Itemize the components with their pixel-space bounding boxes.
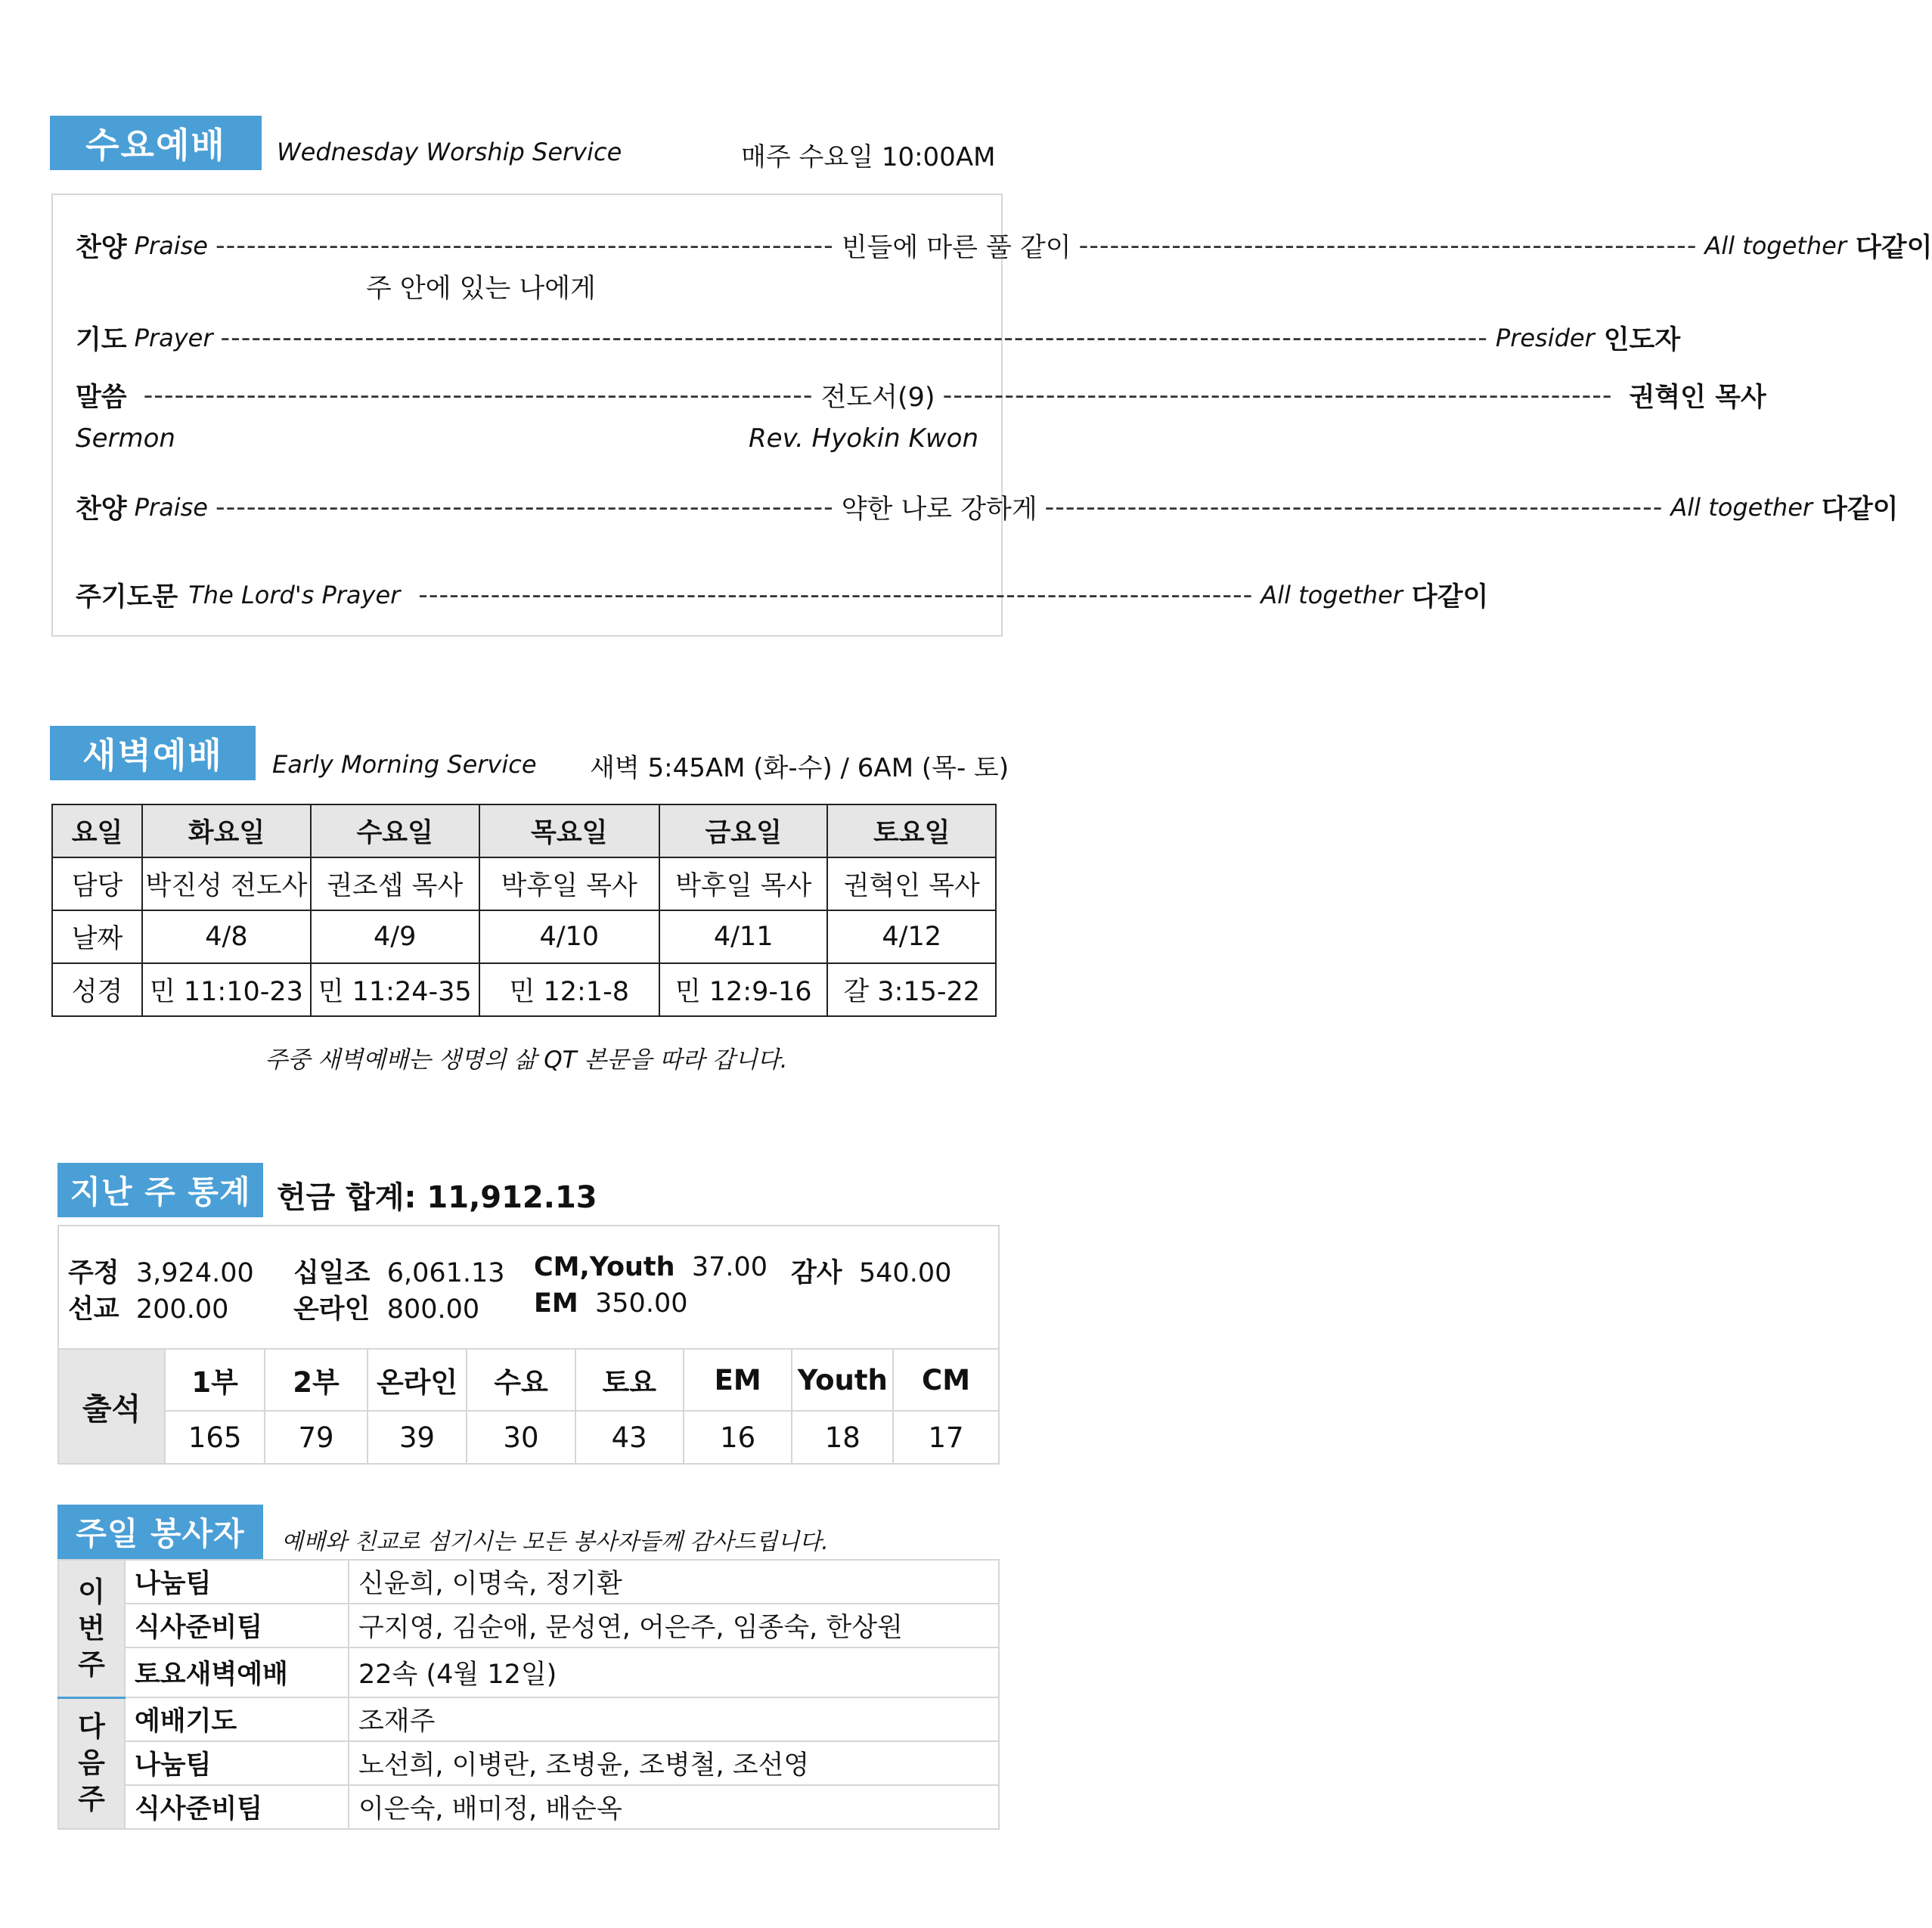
attendance-value: 18 — [792, 1411, 893, 1464]
order-item-praise-1 — [76, 227, 1932, 265]
offering-item — [293, 1252, 505, 1290]
volunteer-names: 조재주 — [349, 1697, 999, 1741]
dash-leader: --------------------------------------------------------------------------------------------------------------------------- — [220, 323, 1488, 353]
attendance-label: 출석 — [58, 1349, 165, 1464]
table-header-row — [52, 804, 996, 857]
table-cell: 박진성 전도사 — [142, 857, 311, 910]
offering-label: 주정 — [68, 1258, 119, 1288]
table-header: 화요일 — [142, 804, 311, 857]
offering-label: EM — [534, 1288, 578, 1319]
item-ko: 찬양 — [76, 494, 127, 525]
attendance-value: 16 — [684, 1411, 792, 1464]
item-title: 전도서(9) — [820, 383, 935, 413]
dash-leader: ------------------------------------------------------------ — [215, 492, 834, 522]
attendance-header-row — [58, 1349, 999, 1411]
table-cell: 민 11:24-35 — [311, 963, 479, 1016]
volunteer-names: 노선희, 이병란, 조병윤, 조병철, 조선영 — [349, 1741, 999, 1785]
item-right-ko: 다같이 — [1822, 494, 1899, 525]
item-right-ko: 다같이 — [1411, 582, 1489, 612]
offering-item — [534, 1288, 687, 1319]
dash-leader: ----------------------------------------------------------------- — [143, 380, 814, 411]
item-en: Praise — [134, 231, 208, 260]
offering-value: 350.00 — [595, 1288, 688, 1319]
offering-value: 37.00 — [691, 1252, 768, 1282]
attendance-header: 수요 — [467, 1349, 575, 1411]
offering-value: 3,924.00 — [135, 1258, 254, 1288]
offering-value: 200.00 — [135, 1294, 229, 1325]
volunteer-row — [58, 1697, 999, 1741]
this-week-label: 이 번 주 — [58, 1560, 125, 1697]
item-right-en: All together — [1704, 231, 1847, 260]
attendance-header: Youth — [792, 1349, 893, 1411]
volunteer-row — [58, 1560, 999, 1604]
attendance-table — [57, 1348, 1000, 1465]
volunteer-task: 예배기도 — [125, 1697, 349, 1741]
item-ko: 기도 — [76, 325, 127, 355]
attendance-value: 79 — [265, 1411, 367, 1464]
wednesday-badge: 수요예배 — [50, 116, 262, 170]
offering-label: 온라인 — [293, 1294, 371, 1325]
early-badge: 새벽예배 — [50, 726, 256, 780]
volunteer-task: 나눔팀 — [125, 1560, 349, 1604]
offering-label: 감사 — [791, 1258, 842, 1288]
item-en: Praise — [134, 493, 208, 522]
item-right-ko: 권혁인 목사 — [1629, 383, 1766, 413]
dash-leader: ----------------------------------------------------------------- — [942, 380, 1613, 411]
item-ko: 찬양 — [76, 233, 127, 263]
table-row — [52, 910, 996, 963]
offering-item — [68, 1252, 254, 1290]
item-ko: 주기도문 — [76, 582, 178, 612]
table-cell: 4/10 — [479, 910, 659, 963]
volunteer-task: 토요새벽예배 — [125, 1647, 349, 1697]
item-right-en: Presider — [1495, 324, 1595, 352]
table-cell: 민 12:1-8 — [479, 963, 659, 1016]
table-header: 금요일 — [659, 804, 828, 857]
table-header: 수요일 — [311, 804, 479, 857]
item-en: Sermon — [76, 423, 175, 454]
dash-leader: ------------------------------------------------------------ — [1044, 492, 1664, 522]
item-title-line2: 주 안에 있는 나에게 — [366, 274, 596, 304]
table-cell: 갈 3:15-22 — [827, 963, 996, 1016]
item-right-ko: 인도자 — [1603, 325, 1681, 355]
attendance-header: EM — [684, 1349, 792, 1411]
volunteer-names: 이은숙, 배미정, 배순옥 — [349, 1785, 999, 1829]
item-title: 빈들에 마른 풀 같이 — [841, 233, 1071, 263]
table-header: 목요일 — [479, 804, 659, 857]
volunteer-names: 구지영, 김순애, 문성연, 어은주, 임종숙, 한상원 — [349, 1604, 999, 1647]
dash-leader: ------------------------------------------------------------ — [215, 231, 834, 261]
table-row — [52, 857, 996, 910]
table-cell: 4/8 — [142, 910, 311, 963]
early-subtitle: Early Morning Service — [272, 750, 537, 779]
offering-item — [68, 1288, 228, 1326]
table-cell: 권혁인 목사 — [827, 857, 996, 910]
attendance-value: 165 — [165, 1411, 265, 1464]
offering-label: CM,Youth — [534, 1252, 675, 1282]
table-header: 토요일 — [827, 804, 996, 857]
attendance-value: 39 — [367, 1411, 467, 1464]
volunteers-badge: 주일 봉사자 — [57, 1505, 263, 1559]
offering-value: 540.00 — [858, 1258, 952, 1288]
volunteer-row — [58, 1647, 999, 1697]
volunteer-task: 식사준비팀 — [125, 1604, 349, 1647]
attendance-value: 43 — [575, 1411, 684, 1464]
next-week-label: 다 음 주 — [58, 1697, 125, 1829]
table-cell: 담당 — [52, 857, 142, 910]
offering-value: 6,061.13 — [386, 1258, 505, 1288]
item-title: 약한 나로 강하게 — [841, 494, 1037, 525]
table-cell: 날짜 — [52, 910, 142, 963]
table-cell: 성경 — [52, 963, 142, 1016]
item-en: The Lord's Prayer — [188, 581, 401, 609]
dash-leader: --------------------------------------------------------------------------------- — [418, 580, 1254, 610]
volunteer-row — [58, 1604, 999, 1647]
order-item-praise-2 — [76, 488, 1899, 526]
attendance-value: 17 — [893, 1411, 999, 1464]
volunteers-thanks: 예배와 친교로 섬기시는 모든 봉사자들께 감사드립니다. — [281, 1529, 829, 1555]
attendance-header: 2부 — [265, 1349, 367, 1411]
table-cell: 민 12:9-16 — [659, 963, 828, 1016]
offering-value: 800.00 — [386, 1294, 480, 1325]
attendance-value: 30 — [467, 1411, 575, 1464]
stats-badge: 지난 주 통계 — [57, 1163, 263, 1217]
item-right-ko: 다같이 — [1855, 233, 1932, 263]
attendance-header: 온라인 — [367, 1349, 467, 1411]
volunteers-table — [57, 1559, 1000, 1830]
order-item-lords-prayer — [76, 576, 1489, 614]
attendance-value-row — [58, 1411, 999, 1464]
table-header: 요일 — [52, 804, 142, 857]
table-cell: 4/9 — [311, 910, 479, 963]
table-cell: 박후일 목사 — [659, 857, 828, 910]
offering-label: 선교 — [68, 1294, 119, 1325]
table-row — [52, 963, 996, 1016]
item-right-en: All together — [1261, 581, 1403, 609]
offering-item — [293, 1288, 479, 1326]
attendance-header: 토요 — [575, 1349, 684, 1411]
item-right-en: Rev. Hyokin Kwon — [749, 423, 978, 454]
attendance-header: 1부 — [165, 1349, 265, 1411]
offering-item — [534, 1252, 768, 1282]
wednesday-time: 매주 수요일 10:00AM — [741, 142, 996, 172]
item-en: Prayer — [134, 324, 213, 352]
table-cell: 박후일 목사 — [479, 857, 659, 910]
attendance-header: CM — [893, 1349, 999, 1411]
volunteer-names: 신윤희, 이명숙, 정기환 — [349, 1560, 999, 1604]
volunteer-names: 22속 (4월 12일) — [349, 1647, 999, 1697]
wednesday-subtitle: Wednesday Worship Service — [277, 138, 622, 166]
volunteer-task: 나눔팀 — [125, 1741, 349, 1785]
table-cell: 4/12 — [827, 910, 996, 963]
offering-item — [791, 1252, 951, 1290]
volunteer-task: 식사준비팀 — [125, 1785, 349, 1829]
offering-label: 십일조 — [293, 1258, 371, 1288]
order-item-sermon — [76, 377, 1766, 414]
dash-leader: ------------------------------------------------------------ — [1078, 231, 1698, 261]
table-cell: 권조셉 목사 — [311, 857, 479, 910]
order-item-prayer — [76, 319, 1681, 357]
item-ko: 말씀 — [76, 383, 127, 413]
table-cell: 민 11:10-23 — [142, 963, 311, 1016]
volunteer-row — [58, 1741, 999, 1785]
item-right-en: All together — [1670, 493, 1813, 522]
offering-total: 헌금 합계: 11,912.13 — [277, 1180, 597, 1215]
volunteer-row — [58, 1785, 999, 1829]
table-cell: 4/11 — [659, 910, 828, 963]
early-schedule-table — [51, 804, 997, 1017]
early-time: 새벽 5:45AM (화-수) / 6AM (목- 토) — [590, 753, 1009, 783]
early-note: 주중 새벽예배는 생명의 삶 QT 본문을 따라 갑니다. — [265, 1046, 788, 1074]
